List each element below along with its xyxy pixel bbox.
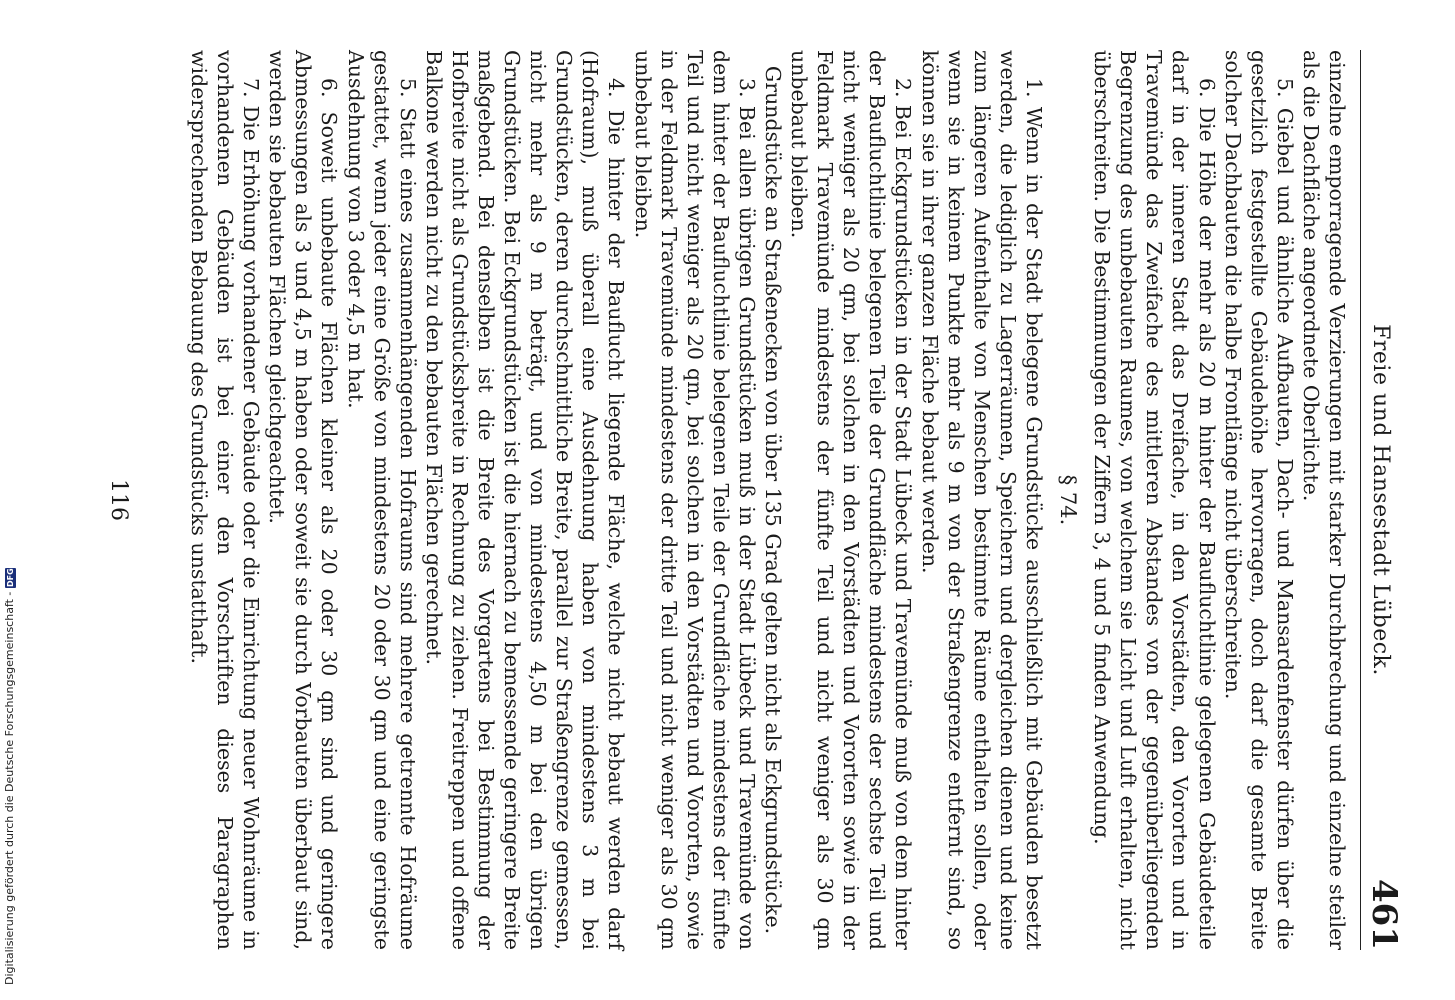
rotated-page-body [105,50,1404,950]
paragraph: 6. Soweit unbebaute Flächen kleiner als 20 oder 30 qm sind und geringere Abmessungen als 3 und 4,5 m haben oder soweit sie durch Vorbauten überbaut sind, werden sie bebauten Flächen gleichgeachtet. [265,50,342,950]
digitization-credit [0,565,20,985]
folio-number: 116 [106,479,132,521]
header-rule [1360,50,1361,950]
dfg-logo-icon: DFG [5,568,15,587]
paragraph: 5. Giebel und ähnliche Aufbauten, Dach- und Mansardenfenster dürfen über die gesetzlich festgestellte Gebäudehöhe hervorragen, doch darf die gesamte Breite solcher Dachbauten die halbe Frontlänge nicht überschreiten. [1220,50,1297,950]
paragraph: 5. Statt eines zusammenhängenden Hofraums sind mehrere getrennte Hofräume gestattet, wenn jeder eine Größe von mindestens 20 oder 30 qm und eine geringste Ausdehnung von 3 oder 4,5 m hat. [343,50,420,950]
centered-note: Grundstücke an Straßenecken von über 135 Grad gelten nicht als Eckgrundstücke. [761,65,786,935]
running-title: Freie und Hansestadt Lübeck. [1368,324,1393,676]
paragraph: 7. Die Erhöhung vorhandener Gebäude oder die Einrichtung neuer Wohnräume in vorhandenen Gebäuden ist bei einer den Vorschriften dieses Paragraphen widersprechenden Bebauung des Grundstücks unstatthaft. [186,50,264,950]
paragraph: 3. Bei allen übrigen Grundstücken muß in der Stadt Lübeck und Travemünde von dem hinter der Baufluchtlinie belegenen Teile der Grundfläche mindestens der fünfte Teil und nicht weniger als 20 qm, bei solchen in den Vorstädten und Vororten, sowie in der Feldmark Travemünde mindestens der dritte Teil und nicht weniger als 30 qm unbebaut bleiben. [630,50,759,950]
section-heading: § 74. [1056,474,1081,526]
paragraph: 4. Die hinter der Bauflucht liegende Fläche, welche nicht bebaut werden darf (Hofraum), muß überall eine Ausdehnung haben von mindestens 3 m bei Grundstücken, deren durchschnittliche Breite, parallel zur Straßengrenze gemessen, nicht mehr als 9 m beträgt, und von mindestens 4,50 m bei den übrigen Grundstücken. Bei Eckgrundstücken ist die hiernach zu bemessende geringere Breite maßgebend. Bei denselben ist die Breite des Vorgartens bei Bestimmung der Hofbreite nicht als Grundstücksbreite in Rechnung zu ziehen. Freitreppen und offene Balkone werden nicht zu den bebauten Flächen gerechnet. [421,50,629,950]
paragraph: 2. Bei Eckgrundstücken in der Stadt Lübeck und Travemünde muß von dem hinter der Baufluchtlinie belegenen Teile der Grundfläche mindestens der sechste Teil und nicht weniger als 20 qm, bei solchen in den Vorstädten und Vororten sowie in der Feldmark Travemünde mindestens der fünfte Teil und nicht weniger als 30 qm unbebaut bleiben. [787,50,916,950]
paragraph: 1. Wenn in der Stadt belegene Grundstücke ausschließlich mit Gebäuden besetzt werden, die lediglich zu Lagerräumen, Speichern und dergleichen dienen und keine zum längeren Aufenthalte von Menschen bestimmte Räume enthalten sollen, oder wenn sie in keinem Punkte mehr als 9 m von der Straßengrenze entfernt sind, so können sie in ihrer ganzen Fläche bebaut werden. [917,50,1046,950]
running-header [1364,50,1404,950]
paragraph: einzelne emporragende Verzierungen mit starker Durchbrechung und einzelne steiler als die Dachfläche angeordnete Oberlichte. [1298,50,1349,950]
page-number: 461 [1364,879,1404,950]
credit-text: Digitalisierung gefördert durch die Deutsche Forschungsgemeinschaft - [3,591,16,985]
paragraph: 6. Die Höhe der mehr als 20 m hinter der Baufluchtlinie gelegenen Gebäudeteile darf in der inneren Stadt das Dreifache, in den Vorstädten, den Vororten und in Travemünde das Zweifache des mittleren Abstandes von der gegenüberliegenden Begrenzung des unbebauten Raumes, von welchem sie Licht und Luft erhalten, nicht überschreiten. Die Bestimmungen der Ziffern 3, 4 und 5 finden Anwendung. [1090,50,1219,950]
